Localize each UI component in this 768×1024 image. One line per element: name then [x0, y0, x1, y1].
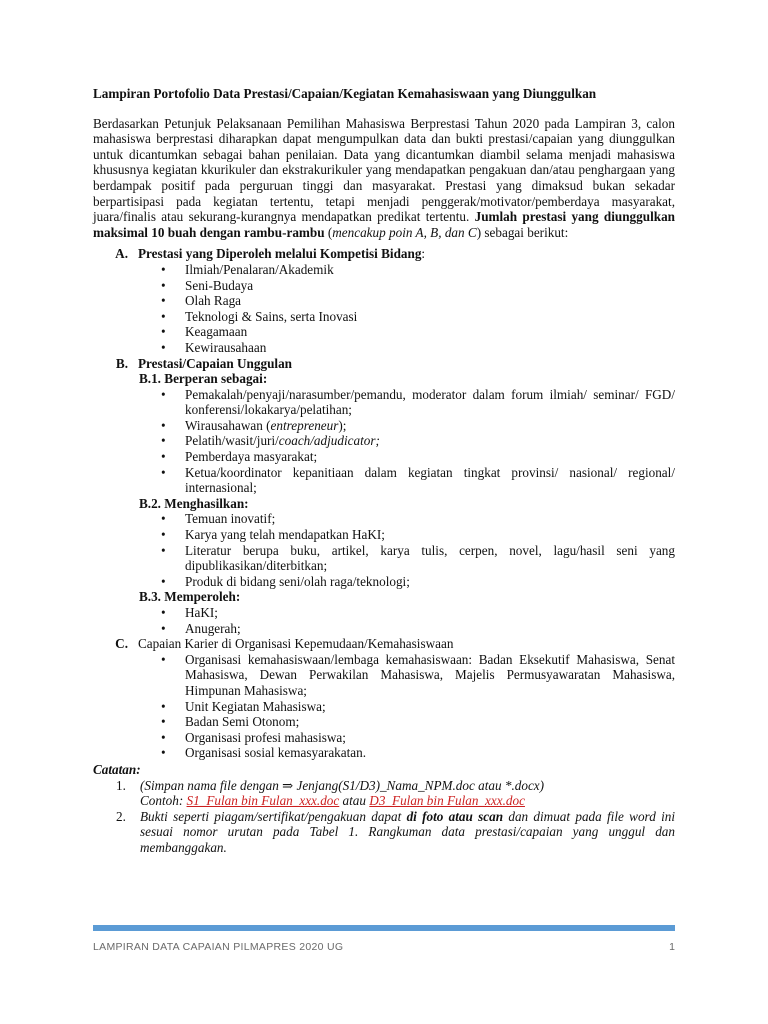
footer-divider-bar	[93, 925, 675, 931]
list-item: • Seni-Budaya	[185, 278, 675, 294]
list-item: • Karya yang telah mendapatkan HaKI;	[185, 527, 675, 543]
list-item	[185, 418, 675, 434]
section-b3-list	[93, 605, 675, 636]
list-item: • Ilmiah/Penalaran/Akademik	[185, 262, 675, 278]
list-item: • Olah Raga	[185, 293, 675, 309]
list-item: • Unit Kegiatan Mahasiswa;	[185, 699, 675, 715]
document-title: Lampiran Portofolio Data Prestasi/Capaian/Kegiatan Kemahasiswaan yang Diunggulkan	[93, 86, 597, 101]
list-item: • Anugerah;	[185, 621, 675, 637]
section-b-label: B.	[115, 355, 128, 371]
list-item: • Temuan inovatif;	[185, 511, 675, 527]
note-item	[116, 777, 675, 809]
section-a-heading	[93, 246, 675, 262]
intro-text: Berdasarkan Petunjuk Pelaksanaan Pemilihan Mahasiswa Berprestasi Tahun 2020 pada Lampiran 3, calon mahasiswa berprestasi diharapkan dapat mengumpulkan data dan bukti prestasi/capaian yang diunggulkan untuk dicantumkan sebagai bahan penilaian. Data yang dicantumkan diambil selama menjadi mahasiswa khususnya kegiatan kkurikuler dan ekstrakurikuler yang mendapatkan pengakuan dan/atau penghargaan yang berdampak positif pada perguruan tinggi dan masyarakat. Prestasi yang dimaksud bukan sekadar berpartisipasi pada kegiatan tertentu, tetapi menjadi penggerak/motivator/pemberdaya masyarakat, juara/finalis atau sekurang-kurangnya mendapatkan predikat tertentu.	[93, 115, 675, 225]
section-a-title-suffix: :	[421, 246, 426, 262]
list-item: • Pemakalah/penyaji/narasumber/pemandu, moderator dalam forum ilmiah/ seminar/ FGD/ konferensi/lokakarya/pelatihan;	[185, 387, 675, 418]
list-item: • Badan Semi Otonom;	[185, 714, 675, 730]
section-a-list	[93, 262, 675, 356]
note-text: dan dimuat pada file word ini sesuai nomor urutan pada Tabel 1. Rangkuman data prestasi/capaian yang unggul dan membanggakan.	[140, 808, 675, 855]
section-b2-list	[93, 511, 675, 589]
example-filename-d3: D3_Fulan bin Fulan_xxx.doc	[369, 793, 525, 809]
intro-paragraph	[93, 116, 675, 241]
list-item: • Organisasi sosial kemasyarakatan.	[185, 745, 675, 761]
note-atau: atau	[339, 793, 370, 809]
intro-emphasis: Jumlah prestasi yang diunggulkan maksimal 10 buah dengan rambu-rambu	[93, 209, 675, 240]
list-item: • Teknologi & Sains, serta Inovasi	[185, 309, 675, 325]
section-c-heading	[93, 636, 675, 652]
page-number: 1	[669, 941, 675, 953]
section-c-list	[93, 652, 675, 761]
section-a-label: A.	[115, 246, 128, 262]
intro-italic: mencakup poin A, B, dan C	[332, 224, 477, 240]
note-number: 2.	[116, 808, 126, 824]
list-item: • Kewirausahaan	[185, 340, 675, 356]
note-bold: di foto atau scan	[406, 808, 504, 824]
intro-tail: ) sebagai berikut:	[476, 224, 569, 240]
section-b3-title: B.3. Memperoleh:	[139, 589, 241, 605]
section-b-heading	[93, 356, 675, 372]
list-item: • Organisasi profesi mahasiswa;	[185, 730, 675, 746]
intro-paren-open: (	[324, 224, 333, 240]
section-a-title: Prestasi yang Diperoleh melalui Kompetisi Bidang	[138, 246, 422, 262]
list-item: • Pemberdaya masyarakat;	[185, 449, 675, 465]
note-contoh-label: Contoh:	[140, 793, 187, 809]
list-item-italic: coach/adjudicator;	[278, 433, 380, 449]
note-line: (Simpan nama file dengan ⇒ Jenjang(S1/D3)_Nama_NPM.doc atau *.docx)	[140, 777, 545, 793]
section-c-label: C.	[115, 636, 128, 652]
list-item-text: Wirausahawan (	[185, 417, 271, 433]
footer-title: LAMPIRAN DATA CAPAIAN PILMAPRES 2020 UG	[93, 941, 344, 953]
section-b-title: Prestasi/Capaian Unggulan	[138, 355, 293, 371]
list-item: • Produk di bidang seni/olah raga/teknologi;	[185, 574, 675, 590]
list-item: • Ketua/koordinator kepanitiaan dalam kegiatan tingkat provinsi/ nasional/ regional/ internasional;	[185, 465, 675, 496]
notes-heading: Catatan:	[93, 761, 141, 777]
list-item-text: );	[338, 417, 347, 433]
example-filename-s1: S1_Fulan bin Fulan_xxx.doc	[186, 793, 340, 809]
list-item: • Organisasi kemahasiswaan/lembaga kemahasiswaan: Badan Eksekutif Mahasiswa, Senat Mahasiswa, Dewan Perwakilan Mahasiswa, Majelis Permusyawaratan Mahasiswa, Himpunan Mahasiswa;	[185, 652, 675, 699]
list-item-italic: entrepreneur	[270, 417, 339, 433]
notes-list	[93, 778, 675, 856]
note-item	[116, 808, 675, 856]
note-text: Bukti seperti piagam/sertifikat/pengakuan dapat	[140, 808, 407, 824]
list-item: • HaKI;	[185, 605, 675, 621]
section-b2-title: B.2. Menghasilkan:	[139, 495, 249, 511]
section-b1-list	[93, 387, 675, 496]
list-item: • Keagamaan	[185, 324, 675, 340]
note-number: 1.	[116, 777, 126, 793]
list-item-text: Pelatih/wasit/juri/	[185, 433, 279, 449]
section-c-title: Capaian Karier di Organisasi Kepemudaan/Kemahasiswaan	[138, 636, 454, 652]
list-item	[185, 433, 675, 449]
section-b1-title: B.1. Berperan sebagai:	[139, 371, 268, 387]
list-item: • Literatur berupa buku, artikel, karya tulis, cerpen, novel, lagu/hasil seni yang dipublikasikan/diterbitkan;	[185, 543, 675, 574]
document-page	[93, 86, 675, 856]
